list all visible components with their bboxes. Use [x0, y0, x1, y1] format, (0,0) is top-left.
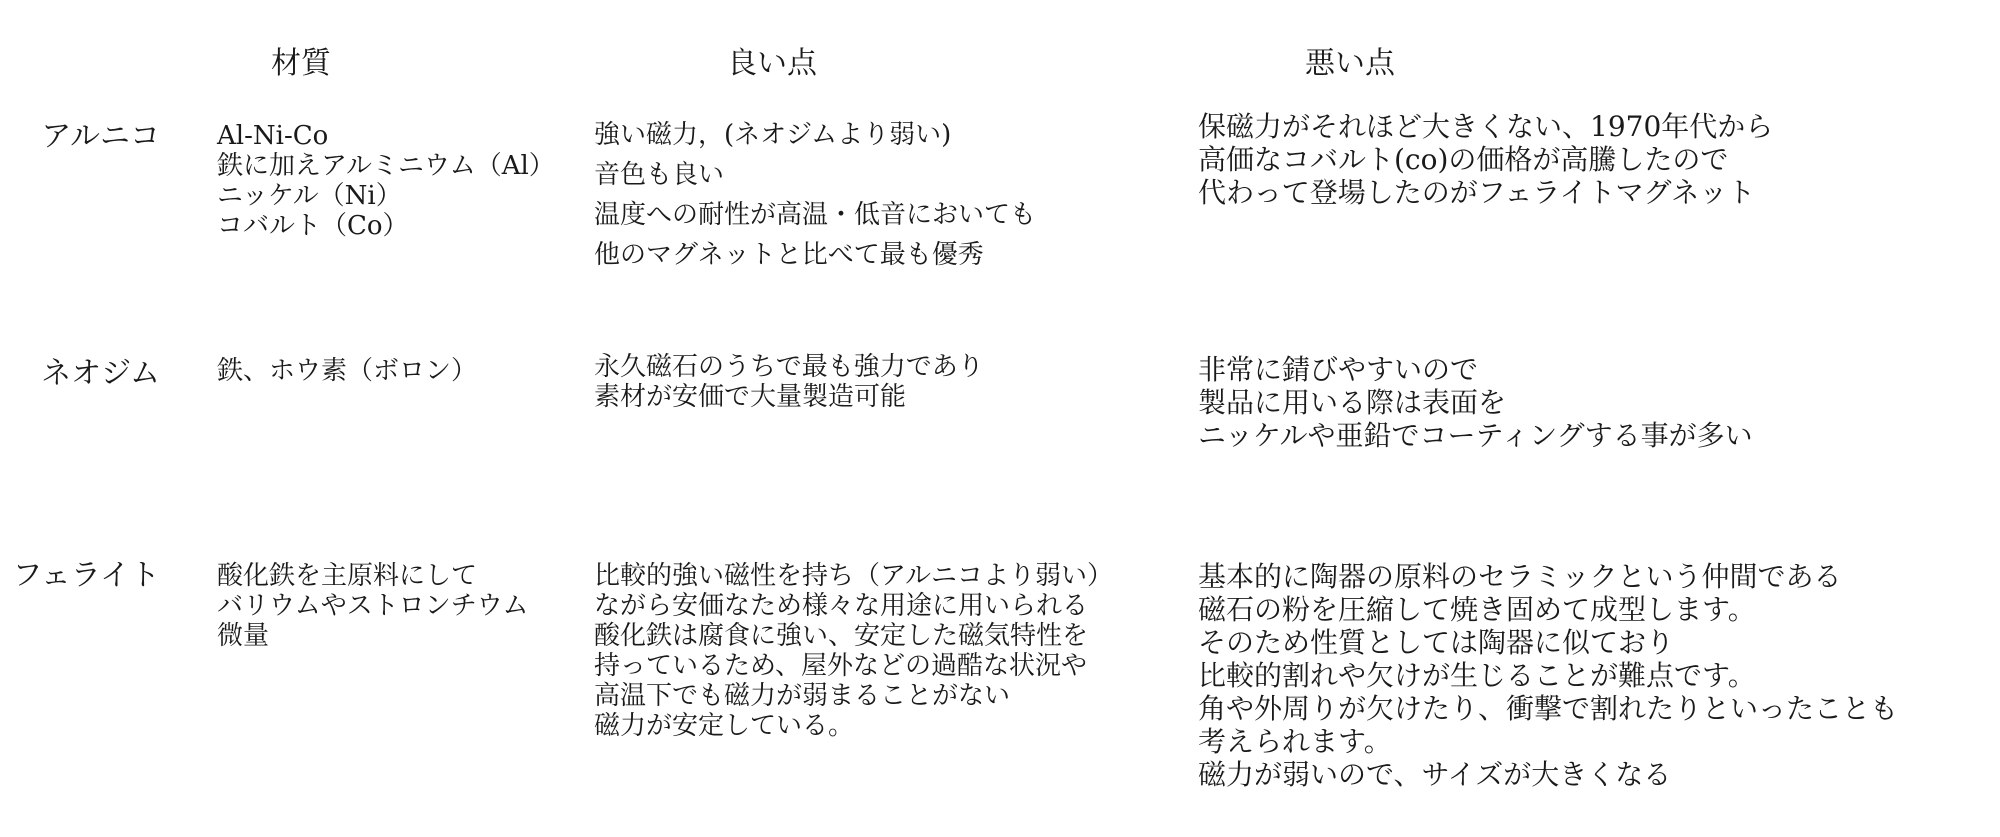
- text-line: 比較的強い磁性を持ち（アルニコより弱い）: [594, 561, 1113, 591]
- text-line: 強い磁力，(ネオジムより弱い): [594, 120, 952, 150]
- bad-cell-ferrite: [1198, 560, 1898, 791]
- text-line: 鉄に加えアルミニウム（Al）: [217, 151, 555, 181]
- text-line: ニッケル（Ni）: [217, 181, 402, 211]
- text-line: 永久磁石のうちで最も強力であり: [594, 352, 984, 382]
- text-line: 他のマグネットと比べて最も優秀: [594, 240, 984, 270]
- text-line: ニッケルや亜鉛でコーティングする事が多い: [1198, 419, 1753, 452]
- row-label-neodymium: ネオジム: [41, 356, 160, 391]
- text-line: 高温下でも磁力が弱まることがない: [594, 681, 1011, 711]
- text-line: 基本的に陶器の原料のセラミックという仲間である: [1198, 560, 1842, 593]
- text-line: 比較的割れや欠けが生じることが難点です。: [1198, 659, 1756, 692]
- material-cell-ferrite: [217, 561, 528, 651]
- text-line: 酸化鉄を主原料にして: [217, 561, 478, 591]
- text-line: 代わって登場したのがフェライトマグネット: [1198, 176, 1756, 209]
- good-cell-ferrite: [594, 561, 1113, 741]
- text-line: 酸化鉄は腐食に強い、安定した磁気特性を: [594, 621, 1089, 651]
- text-line: Al-Ni-Co: [217, 121, 329, 151]
- header-material: 材質: [271, 46, 331, 81]
- header-good-points: 良い点: [727, 46, 817, 81]
- text-line: 音色も良い: [594, 160, 725, 190]
- material-cell-neodymium: [217, 356, 477, 386]
- text-line: ながら安価なため様々な用途に用いられる: [594, 591, 1089, 621]
- row-label-alnico: アルニコ: [41, 119, 160, 154]
- text-line: 磁力が安定している。: [594, 711, 855, 741]
- text-line: 温度への耐性が高温・低音においても: [594, 200, 1037, 230]
- text-line: 鉄、ホウ素（ボロン）: [217, 356, 478, 386]
- good-cell-neodymium: [594, 352, 984, 412]
- text-line: 素材が安価で大量製造可能: [594, 382, 907, 412]
- text-line: そのため性質としては陶器に似ており: [1198, 626, 1675, 659]
- bad-cell-neodymium: [1198, 353, 1753, 452]
- text-line: 製品に用いる際は表面を: [1198, 386, 1507, 419]
- text-line: 角や外周りが欠けたり、衝撃で割れたりといったことも: [1198, 692, 1899, 725]
- bad-cell-alnico: [1198, 110, 1773, 209]
- text-line: 高価なコバルト(co)の価格が高騰したので: [1198, 143, 1729, 176]
- text-line: 非常に錆びやすいので: [1198, 353, 1479, 386]
- text-line: 持っているため、屋外などの過酷な状況や: [594, 651, 1087, 681]
- row-label-ferrite: フェライト: [12, 558, 160, 593]
- text-line: 保磁力がそれほど大きくない、1970年代から: [1198, 110, 1774, 143]
- header-bad-points: 悪い点: [1305, 46, 1395, 81]
- text-line: 微量: [217, 621, 270, 651]
- text-line: 磁石の粉を圧縮して焼き固めて成型します。: [1198, 593, 1756, 626]
- text-line: バリウムやストロンチウム: [217, 591, 529, 621]
- good-cell-alnico: [594, 115, 1036, 275]
- text-line: 考えられます。: [1198, 725, 1392, 758]
- material-cell-alnico: [217, 121, 555, 241]
- text-line: 磁力が弱いので、サイズが大きくなる: [1198, 758, 1672, 791]
- text-line: コバルト（Co）: [217, 211, 409, 241]
